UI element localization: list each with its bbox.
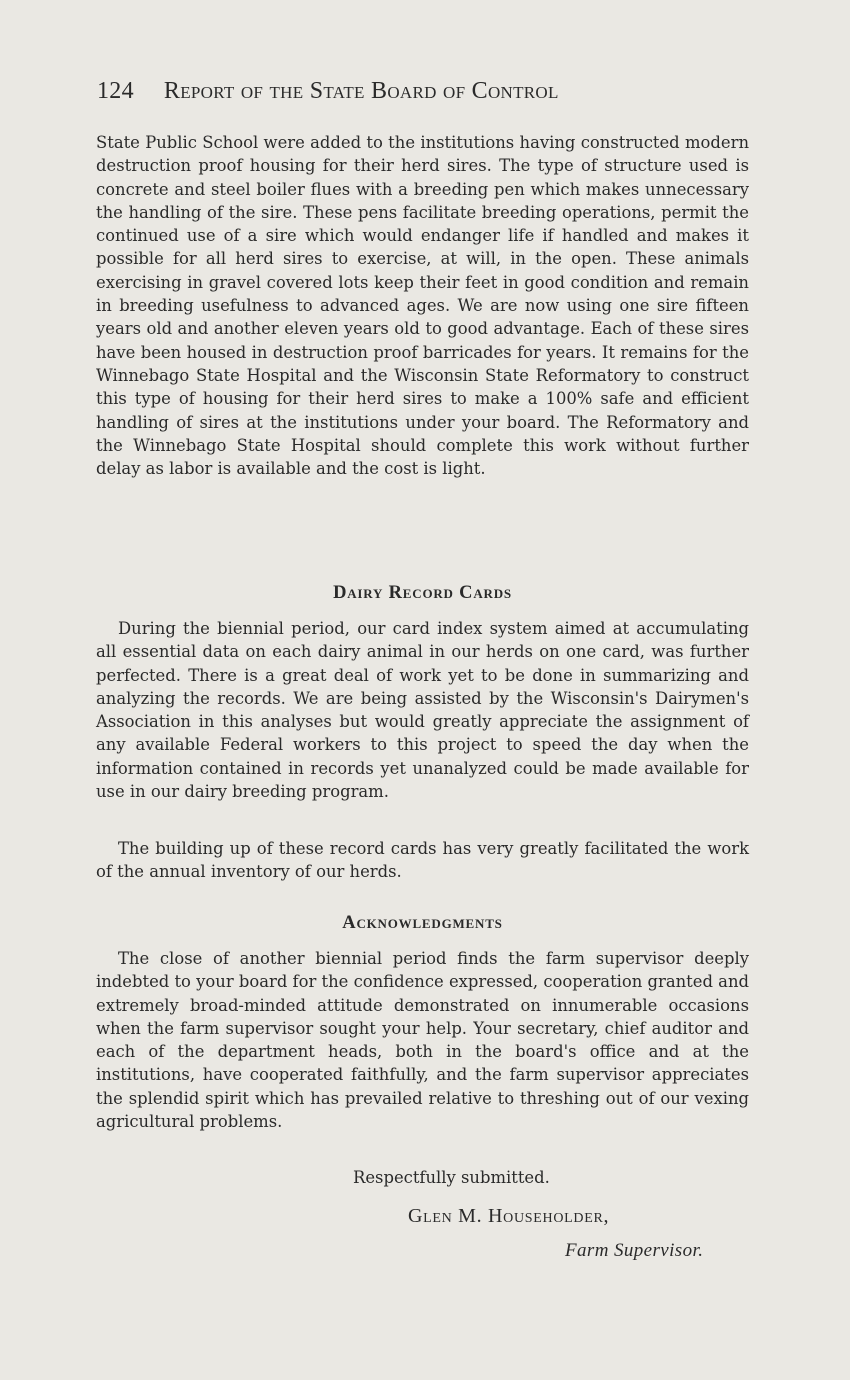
intro-paragraph: State Public School were added to the institutions having constructed modern destruction proof housing for their herd sires. The type of structure used is concrete and steel boiler flues with a breeding pen which makes unnecessary the handling of the sire. These pens facilitate breeding operations, permit the continued use of a sire which would endanger life if handled and makes it possible for all herd sires to exercise, at will, in the open. These animals exercising in gravel covered lots keep their feet in good condition and remain in breeding usefulness to advanced ages. We are now using one sire fifteen years old and another eleven years old to good advantage. Each of these sires have been housed in destruction proof barricades for years. It remains for the Winnebago State Hospital and the Wisconsin State Reformatory to construct this type of housing for their herd sires to make a 100% safe and efficient handling of sires at the institutions under your board. The Reformatory and the Winnebago State Hospital should complete this work without further delay as labor is available and the cost is light. [96, 133, 749, 479]
acknowledgments-paragraph: The close of another biennial period finds the farm supervisor deeply indebted to your board for the confidence expressed, cooperation granted and extremely broad-minded attitude demonstrated on innumerable occasions when the farm supervisor sought your help. Your secretary, chief auditor and each of the department heads, both in the board's office and at the institutions, have cooperated faithfully, and the farm supervisor appreciates the splendid spirit which has prevailed relative to threshing out of our vexing agricultural problems. [96, 949, 749, 1132]
section-heading-acknowledgments: Acknowledgments [342, 913, 503, 933]
page-number: 124 [97, 78, 134, 104]
dairy-paragraph-1: During the biennial period, our card index system aimed at accumulating all essential data on each dairy animal in our herds on one card, was further perfected. There is a great deal of work yet to be done in summarizing and analyzing the records. We are being assisted by the Wisconsin's Dairymen's Association in this analyses but would greatly appreciate the assignment of any available Federal workers to this project to speed the day when the information contained in records yet unanalyzed could be made available for use in our dairy breeding program. [96, 619, 749, 802]
dairy-paragraph-2: The building up of these record cards has very greatly facilitated the work of the annual inventory of our herds. [96, 839, 749, 882]
closing-salutation: Respectfully submitted. [353, 1168, 550, 1187]
signer-title: Farm Supervisor. [565, 1240, 704, 1261]
running-title: Report of the State Board of Control [163, 78, 559, 104]
signer-name: Glen M. Householder, [408, 1205, 610, 1227]
section-heading-dairy: Dairy Record Cards [333, 583, 512, 603]
running-header [97, 78, 697, 105]
